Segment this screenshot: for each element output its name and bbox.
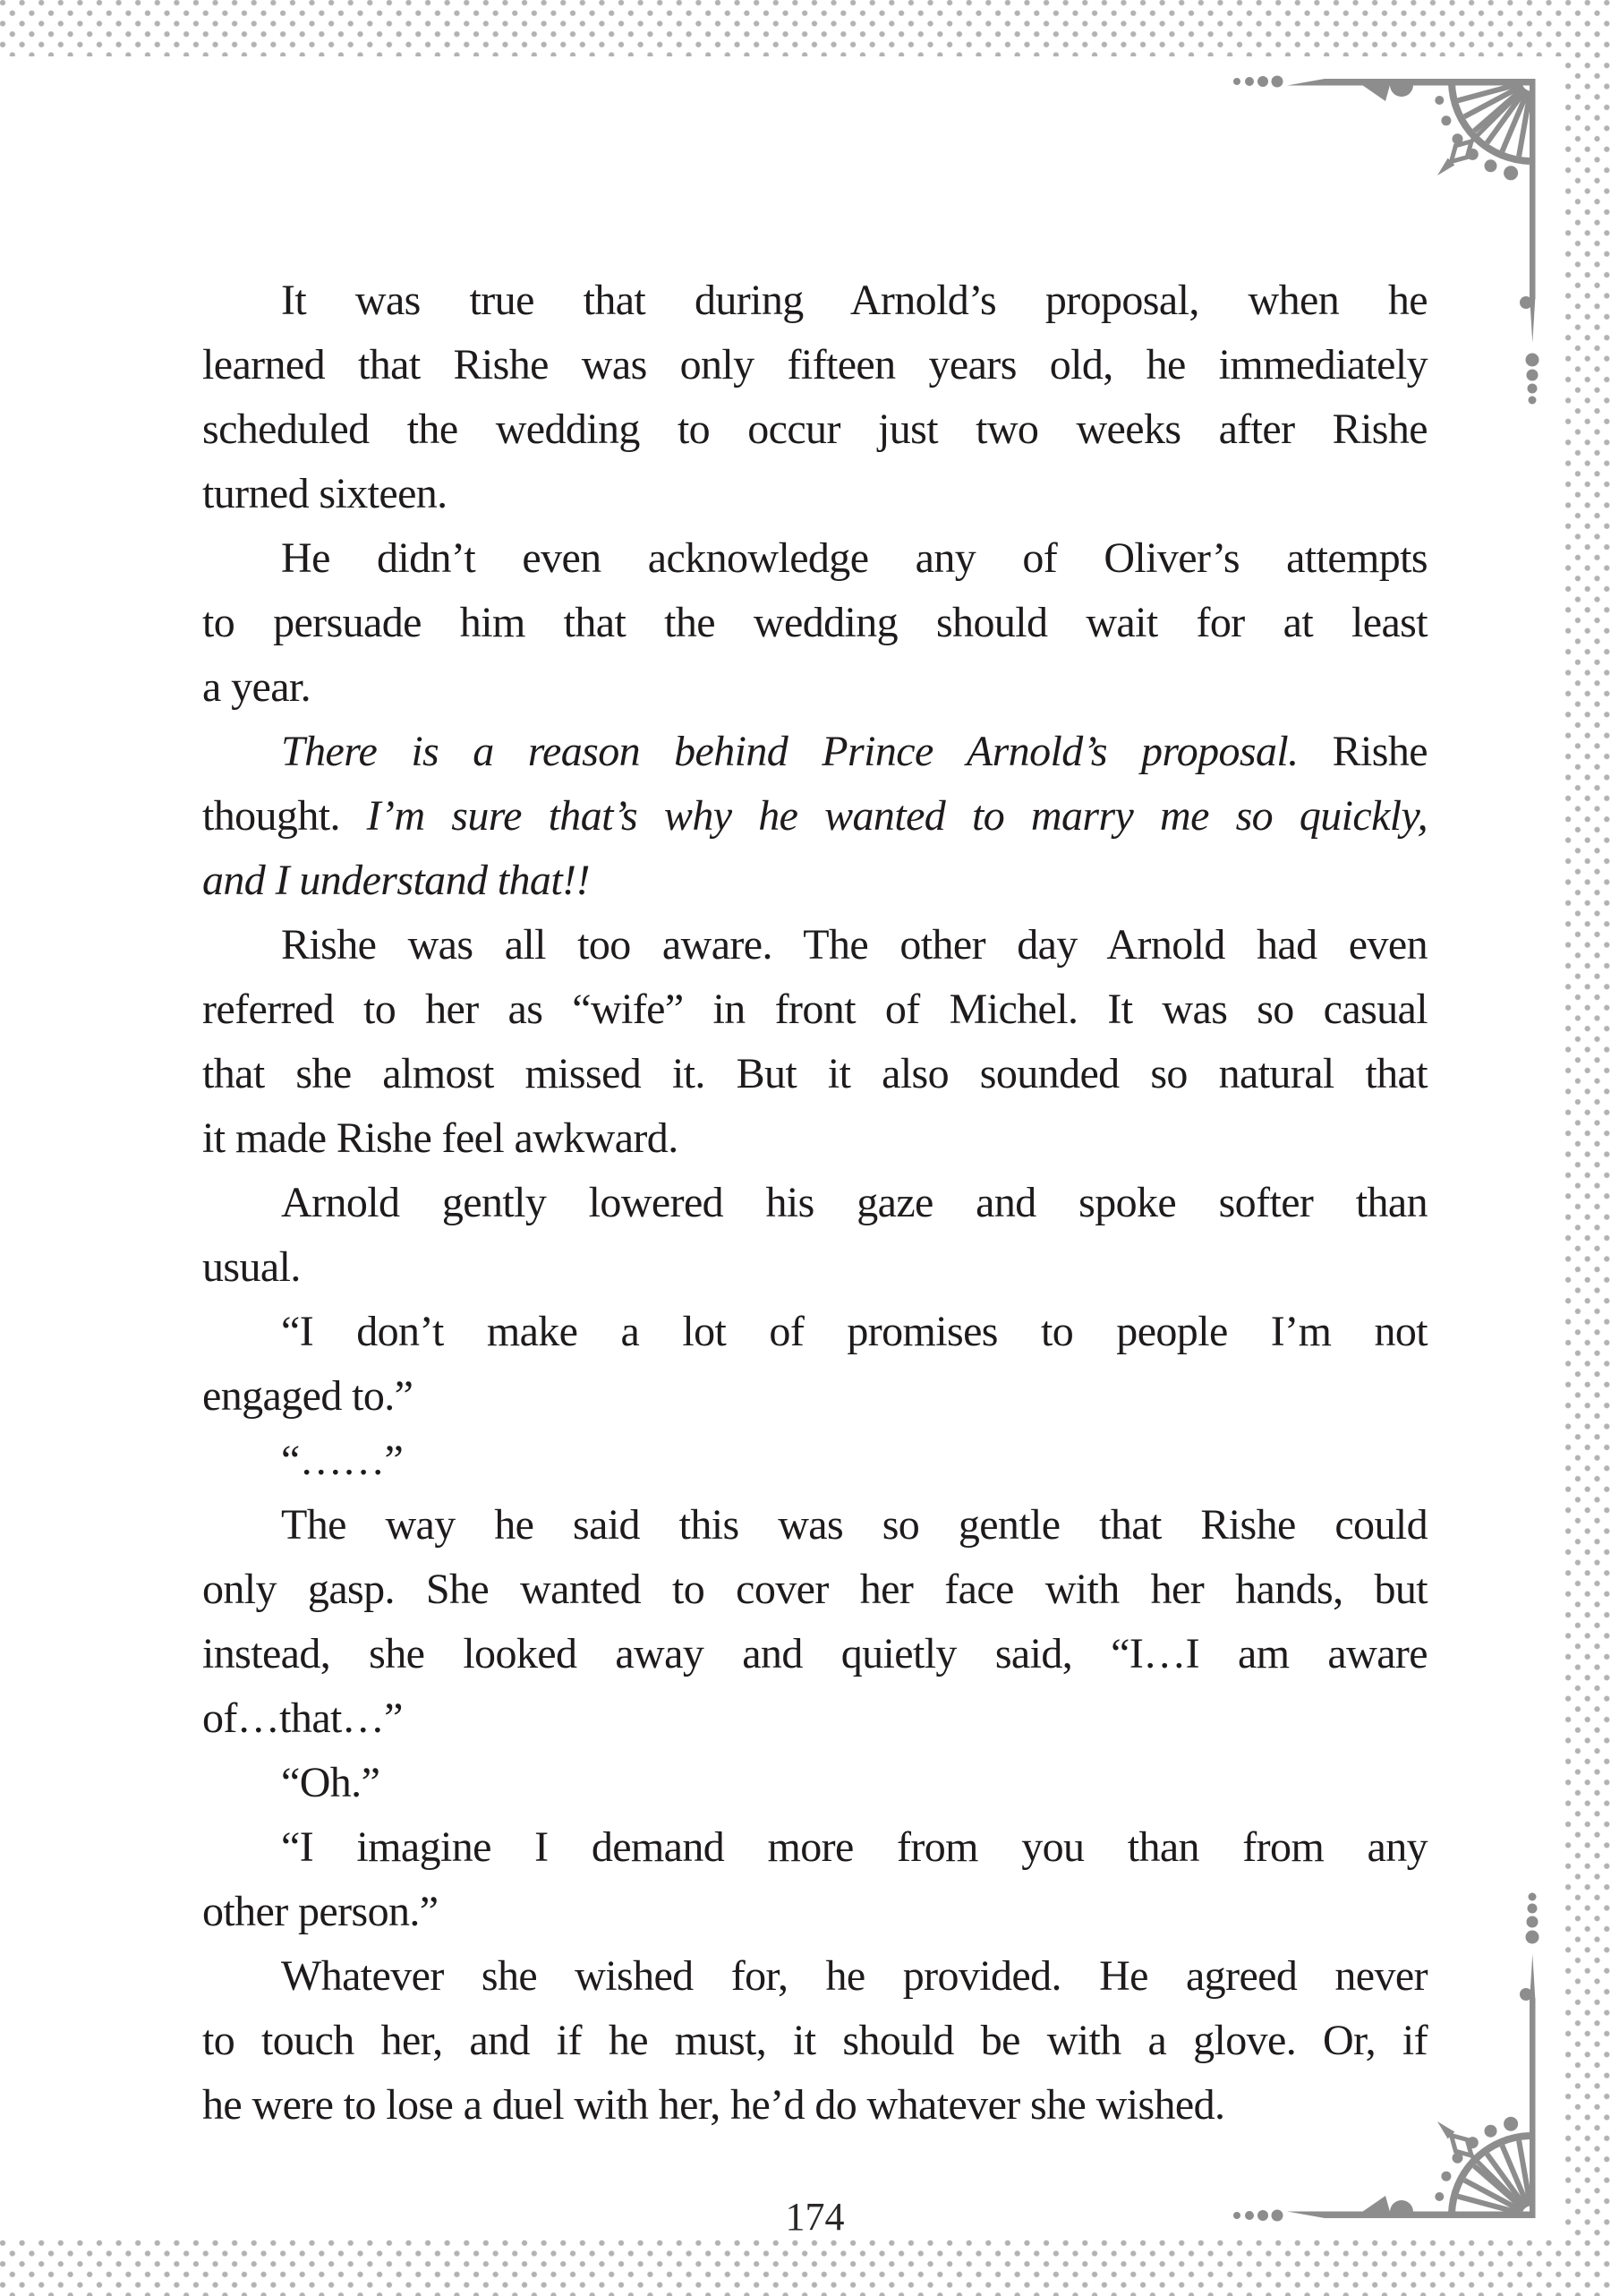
text-line: “Oh.” bbox=[281, 1759, 380, 1806]
text-line: “……” bbox=[281, 1437, 404, 1484]
paper-page bbox=[0, 56, 1562, 2238]
text-line: only gasp. She wanted to cover her face with her hands, but bbox=[202, 1566, 1428, 1613]
text-line: scheduled the wedding to occur just two weeks after Rishe bbox=[202, 405, 1428, 453]
text-line: “I imagine I demand more from you than from any bbox=[281, 1823, 1428, 1871]
text-line: that she almost missed it. But it also sounded so natural that bbox=[202, 1050, 1428, 1097]
text-line: There is a reason behind Prince Arnold’s proposal. Rishe bbox=[281, 728, 1428, 775]
text-line: of…that…” bbox=[202, 1694, 403, 1742]
text-line: Rishe was all too aware. The other day Arnold had even bbox=[281, 921, 1428, 969]
text-line: Arnold gently lowered his gaze and spoke softer than bbox=[281, 1179, 1428, 1226]
text-line: to persuade him that the wedding should wait for at least bbox=[202, 599, 1428, 646]
text-line: instead, she looked away and quietly said, “I…I am aware bbox=[202, 1630, 1428, 1677]
text-line: to touch her, and if he must, it should be with a glove. Or, if bbox=[202, 2017, 1428, 2064]
text-line: thought. I’m sure that’s why he wanted to marry me so quickly, bbox=[202, 792, 1428, 840]
text-line: engaged to.” bbox=[202, 1372, 413, 1420]
text-line: learned that Rishe was only fifteen years old, he immediately bbox=[202, 341, 1428, 388]
text-line: referred to her as “wife” in front of Michel. It was so casual bbox=[202, 986, 1428, 1033]
text-line: “I don’t make a lot of promises to people I’m not bbox=[281, 1308, 1428, 1355]
page-number: 174 bbox=[785, 2195, 845, 2239]
text-line: It was true that during Arnold’s proposal, when he bbox=[281, 277, 1428, 324]
text-line: he were to lose a duel with her, he’d do whatever she wished. bbox=[202, 2081, 1225, 2129]
text-line: usual. bbox=[202, 1243, 301, 1291]
text-line: Whatever she wished for, he provided. He agreed never bbox=[281, 1952, 1428, 2000]
text-line: and I understand that!! bbox=[202, 857, 590, 904]
text-line: turned sixteen. bbox=[202, 470, 448, 517]
text-line: He didn’t even acknowledge any of Oliver’s attempts bbox=[281, 534, 1428, 582]
text-line: a year. bbox=[202, 663, 311, 711]
text-line: The way he said this was so gentle that Rishe could bbox=[281, 1501, 1428, 1549]
text-line: it made Rishe feel awkward. bbox=[202, 1114, 678, 1162]
text-line: other person.” bbox=[202, 1888, 439, 1935]
text-block bbox=[202, 269, 1428, 2138]
